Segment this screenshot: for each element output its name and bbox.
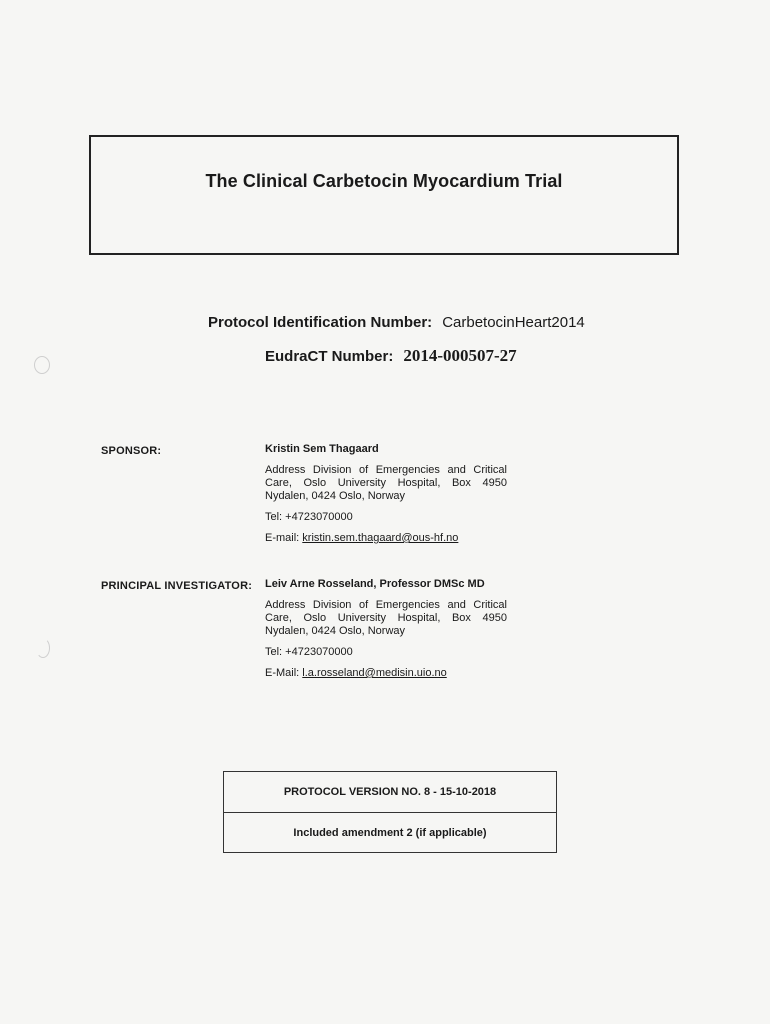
protocol-id-value: CarbetocinHeart2014 (442, 314, 585, 331)
pi-label: PRINCIPAL INVESTIGATOR: (101, 580, 253, 592)
sponsor-email-label: E-mail: (265, 532, 300, 544)
pi-name: Leiv Arne Rosseland, Professor DMSc MD (265, 578, 485, 590)
scan-mark (36, 638, 50, 658)
eudract-value: 2014-000507-27 (403, 346, 517, 365)
sponsor-tel: Tel: +4723070000 (265, 511, 353, 523)
document-title: The Clinical Carbetocin Myocardium Trial (205, 171, 563, 191)
protocol-id-line (208, 314, 585, 331)
pi-email-link[interactable]: l.a.rosseland@medisin.uio.no (302, 667, 447, 679)
eudract-label: EudraCT Number: (265, 348, 394, 365)
amendment-note: Included amendment 2 (if applicable) (293, 826, 487, 839)
sponsor-email-link[interactable]: kristin.sem.thagaard@ous-hf.no (302, 532, 459, 544)
sponsor-label: SPONSOR: (101, 445, 162, 457)
eudract-line (265, 346, 517, 366)
pi-email-line (265, 667, 507, 680)
sponsor-name: Kristin Sem Thagaard (265, 443, 379, 455)
pi-address: Address Division of Emergencies and Critical Care, Oslo University Hospital, Box 4950 Nydalen, 0424 Oslo, Norway (265, 599, 507, 637)
protocol-id-label: Protocol Identification Number: (208, 314, 433, 331)
protocol-version: PROTOCOL VERSION NO. 8 - 15-10-2018 (224, 772, 556, 813)
sponsor-address: Address Division of Emergencies and Critical Care, Oslo University Hospital, Box 4950 Nydalen, 0424 Oslo, Norway (265, 464, 507, 502)
title-box (89, 135, 679, 255)
sponsor-email-line (265, 532, 507, 545)
pi-tel: Tel: +4723070000 (265, 646, 353, 658)
version-box (223, 771, 557, 853)
scan-mark (34, 356, 50, 374)
pi-email-label: E-Mail: (265, 667, 300, 679)
sponsor-block (265, 443, 507, 545)
pi-block (265, 578, 507, 680)
